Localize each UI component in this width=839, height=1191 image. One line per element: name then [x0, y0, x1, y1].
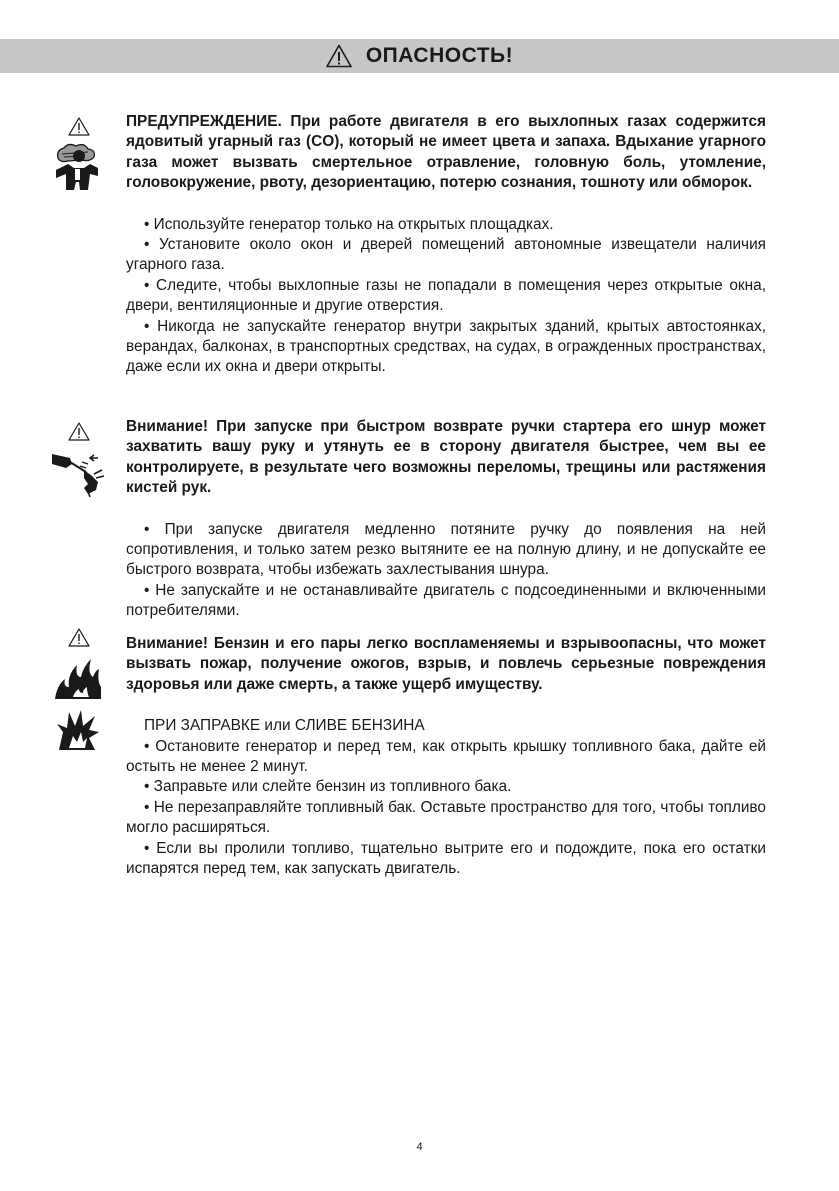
explosion-icon	[55, 708, 101, 752]
list-item: • Не перезаправляйте топливный бак. Оставьте пространство для того, чтобы топливо могло расширяться.	[126, 798, 766, 837]
co-warning-heading: ПРЕДУПРЕЖДЕНИЕ. При работе двигателя в его выхлопных газах содержится ядовитый угарный газ (CO), который не имеет цвета и запаха. Вдыхание угарного газа может вызвать смертельное отравление, головную боль, утомление, головокружение, рвоту, дезориентацию, потерю сознания, тошноту или обморок.	[126, 113, 766, 192]
starter-warning-section	[126, 417, 766, 622]
list-item: • Установите около окон и дверей помещений автономные извещатели наличия угарного газа.	[126, 236, 766, 274]
list-item: • При запуске двигателя медленно потяните ручку до появления на ней сопротивления, и только затем резко вытяните ее на полную длину, и не допускайте ее быстрого возврата, чтобы избежать захлестывания шнура.	[126, 520, 766, 579]
warning-triangle-icon	[68, 422, 90, 441]
starter-warning-heading: Внимание! При запуске при быстром возврате ручки стартера его шнур может захватить вашу руку и утянуть ее в сторону двигателя быстрее, чем вы ее контролируете, в результате чего возможны переломы, трещины или растяжения кистей рук.	[126, 418, 766, 497]
carbon-monoxide-person-icon	[54, 142, 100, 192]
list-item: • Никогда не запускайте генератор внутри закрытых зданий, крытых автостоянках, верандах, балконах, в транспортных средствах, на судах, в огражденных пространствах, даже если их окна и двери открыты.	[126, 317, 766, 376]
banner-title: ОПАСНОСТЬ!	[365, 44, 514, 67]
fuel-warning-heading: Внимание! Бензин и его пары легко воспламеняемы и взрывоопасны, что может вызвать пожар, получение ожогов, взрыв, и повлечь серьезные повреждения здоровья или даже смерть, а также ущерб имуществу.	[126, 635, 766, 693]
co-warning-section	[126, 112, 766, 378]
list-item: • Если вы пролили топливо, тщательно вытрите его и подождите, пока его остатки испарятся перед тем, как запускать двигатель.	[126, 839, 766, 878]
fuel-warning-section	[126, 634, 766, 879]
list-item: • Заправьте или слейте бензин из топливного бака.	[144, 778, 512, 796]
list-item: • Остановите генератор и перед тем, как открыть крышку топливного бака, дайте ей остыть не менее 2 минут.	[126, 737, 766, 776]
hand-starter-cord-icon	[50, 448, 108, 498]
warning-triangle-icon	[68, 628, 90, 647]
list-item: • Не запускайте и не останавливайте двигатель с подсоединенными и включенными потребителями.	[126, 581, 766, 620]
list-item: • Следите, чтобы выхлопные газы не попадали в помещения через открытые окна, двери, вентиляционные и другие отверстия.	[126, 276, 766, 315]
danger-banner	[0, 39, 839, 73]
fuel-subheading: ПРИ ЗАПРАВКЕ или СЛИВЕ БЕНЗИНА	[144, 717, 425, 735]
page-number: 4	[416, 1141, 423, 1153]
warning-triangle-icon	[326, 44, 352, 68]
list-item: • Используйте генератор только на открытых площадках.	[144, 215, 554, 233]
fire-flame-icon	[53, 655, 103, 701]
warning-triangle-icon	[68, 117, 90, 136]
